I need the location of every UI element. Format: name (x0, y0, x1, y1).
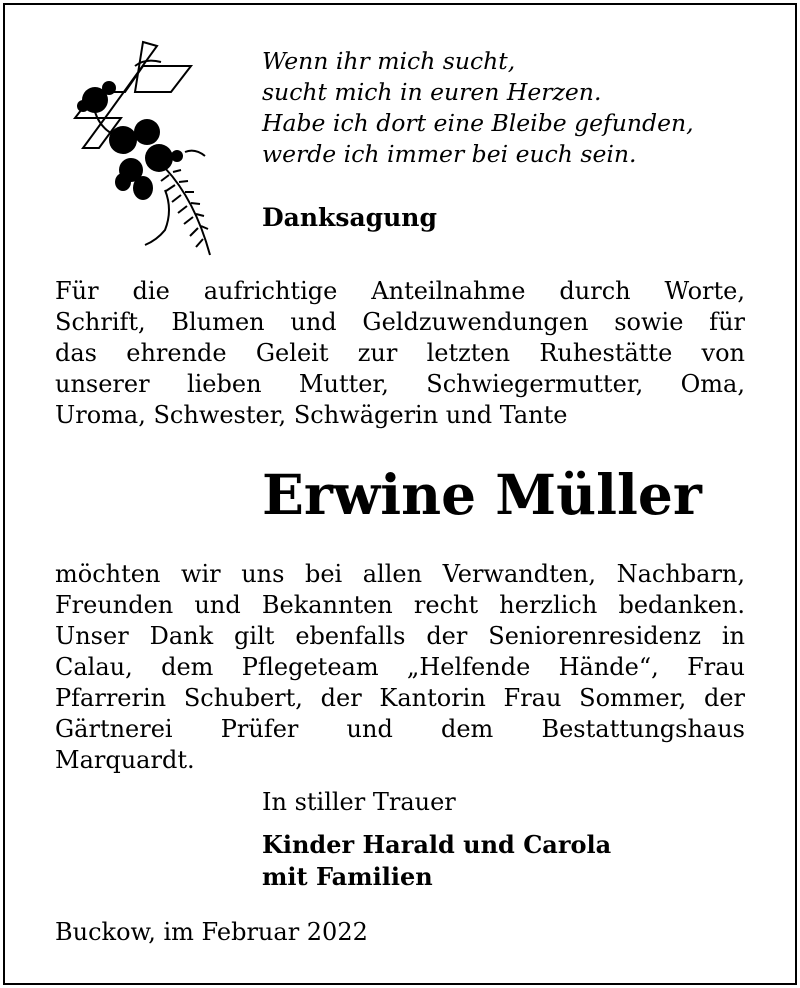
text-line: Marquardt. (55, 746, 195, 774)
text-line: möchten wir uns bei allen Verwandten, Nachbarn, (55, 560, 745, 588)
closing-phrase: In stiller Trauer (262, 788, 456, 816)
place-date: Buckow, im Februar 2022 (55, 918, 368, 946)
text-line: Calau, dem Pflegeteam „Helfende Hände“, Frau (55, 653, 745, 681)
acknowledgement-paragraph (55, 559, 745, 776)
notice-title: Danksagung (262, 203, 437, 232)
text-line: Pfarrerin Schubert, der Kantorin Frau Sommer, der (55, 684, 745, 712)
text-line: Für die aufrichtige Anteilnahme durch Worte, (55, 277, 745, 305)
text-line: Unser Dank gilt ebenfalls der Seniorenresidenz in (55, 622, 745, 650)
signer-line: mit Familien (262, 862, 433, 891)
text-line: das ehrende Geleit zur letzten Ruhestätte von (55, 339, 745, 367)
signer-line: Kinder Harald und Carola (262, 830, 612, 859)
text-line: Freunden und Bekannten recht herzlich bedanken. (55, 591, 745, 619)
poem-line: Wenn ihr mich sucht, (262, 47, 516, 75)
cross-with-roses-icon (65, 40, 225, 265)
poem-line: werde ich immer bei euch sein. (262, 140, 637, 168)
thanks-paragraph (55, 276, 745, 431)
poem-line: sucht mich in euren Herzen. (262, 78, 602, 106)
text-line: Gärtnerei Prüfer und dem Bestattungshaus (55, 715, 745, 743)
text-line: Uroma, Schwester, Schwägerin und Tante (55, 401, 568, 429)
text-line: unserer lieben Mutter, Schwiegermutter, Oma, (55, 370, 745, 398)
poem (262, 46, 694, 170)
deceased-name: Erwine Müller (262, 462, 702, 527)
poem-line: Habe ich dort eine Bleibe gefunden, (262, 109, 694, 137)
text-line: Schrift, Blumen und Geldzuwendungen sowie für (55, 308, 745, 336)
